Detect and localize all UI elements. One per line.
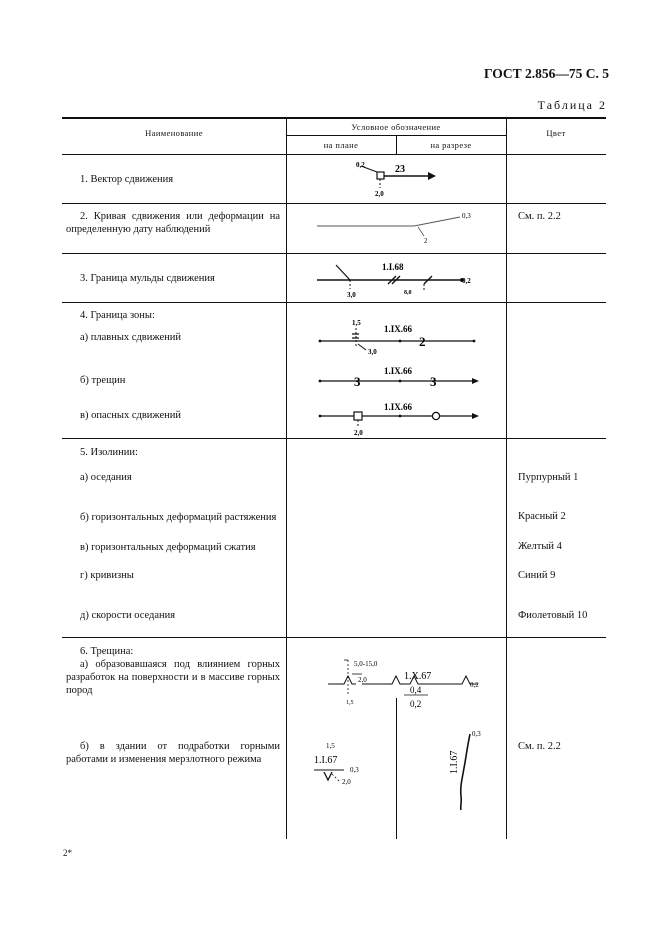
row-2-color: См. п. 2.2	[518, 211, 561, 222]
svg-text:1.IX.66: 1.IX.66	[384, 402, 413, 412]
row-4c-name: в) опасных сдвижений	[80, 410, 182, 421]
document-header: ГОСТ 2.856—75 С. 5	[483, 66, 609, 81]
svg-text:0,4: 0,4	[410, 685, 422, 695]
row-5c-color: Желтый 4	[518, 541, 562, 552]
table-caption: Таблица 2	[537, 98, 607, 112]
row-6-name: 6. Трещина:	[80, 646, 134, 657]
svg-text:2,0: 2,0	[342, 778, 351, 786]
svg-text:0,2: 0,2	[462, 277, 471, 285]
column-header-plan: на плане	[323, 140, 359, 150]
symbol-crack-surface	[322, 652, 492, 714]
row-5d-color: Синий 9	[518, 570, 556, 581]
svg-text:1,5: 1,5	[346, 700, 354, 706]
svg-text:1.I.67: 1.I.67	[449, 750, 460, 774]
column-header-color: Цвет	[546, 128, 566, 138]
column-header-name: Наименование	[145, 128, 203, 138]
symbol-building-crack-section	[440, 724, 490, 814]
svg-text:2,0: 2,0	[375, 190, 384, 198]
svg-text:3: 3	[354, 374, 361, 389]
row-5c-name: в) горизонтальных деформаций сжатия	[80, 542, 256, 553]
svg-text:1.X.67: 1.X.67	[404, 671, 432, 682]
row-6a-name: а) образовавшаяся под влиянием горных разработок на поверхности и в массиве горных пород	[66, 659, 280, 696]
symbol-dangerous-movement-boundary	[312, 397, 482, 437]
symbol-movement-vector	[350, 158, 440, 198]
symbol-crack-zone-boundary	[312, 362, 482, 390]
svg-text:2,0: 2,0	[358, 676, 367, 684]
row-5e-name: д) скорости оседания	[80, 610, 176, 621]
row-5b-name: б) горизонтальных деформаций растяжения	[80, 512, 277, 523]
svg-text:2: 2	[419, 334, 426, 349]
row-2-name: 2. Кривая сдвижения или деформации на определенную дату наблюдений	[66, 211, 280, 235]
svg-text:0,3: 0,3	[350, 766, 359, 774]
svg-text:5,0-15,0: 5,0-15,0	[354, 660, 378, 668]
svg-text:2,0: 2,0	[354, 429, 363, 437]
svg-text:0,3: 0,3	[472, 730, 481, 738]
row-4-name: 4. Граница зоны:	[80, 310, 155, 321]
row-4a-name: а) плавных сдвижений	[80, 332, 182, 343]
symbol-trough-boundary	[312, 256, 482, 300]
row-3-name: 3. Граница мульды сдвижения	[80, 273, 215, 284]
svg-text:1.IX.66: 1.IX.66	[384, 366, 413, 376]
svg-text:3,0: 3,0	[347, 291, 356, 299]
svg-text:0,2: 0,2	[356, 161, 365, 169]
row-1-name: 1. Вектор сдвижения	[80, 174, 174, 185]
symbol-deformation-curve	[312, 210, 482, 246]
svg-text:1,5: 1,5	[326, 742, 335, 750]
row-5a-color: Пурпурный 1	[518, 472, 579, 483]
symbol-building-crack-plan	[310, 734, 390, 790]
row-6b-color: См. п. 2.2	[518, 741, 561, 752]
row-5d-name: г) кривизны	[80, 570, 134, 581]
svg-text:0,3: 0,3	[462, 212, 471, 220]
row-5b-color: Красный 2	[518, 511, 566, 522]
row-5e-color: Фиолетовый 10	[518, 610, 588, 621]
column-header-designation: Условное обозначение	[351, 122, 441, 132]
svg-text:3: 3	[430, 374, 437, 389]
svg-text:2: 2	[424, 237, 428, 245]
symbol-smooth-movement-boundary	[312, 314, 482, 358]
svg-text:1.IX.66: 1.IX.66	[384, 324, 413, 334]
svg-text:1.I.67: 1.I.67	[314, 755, 338, 766]
svg-text:1,5: 1,5	[352, 319, 361, 327]
svg-text:0,2: 0,2	[410, 699, 422, 709]
svg-text:23: 23	[395, 164, 405, 175]
row-5-name: 5. Изолинии:	[80, 447, 138, 458]
row-4b-name: б) трещин	[80, 375, 126, 386]
column-header-section: на разрезе	[430, 140, 472, 150]
svg-text:8,0: 8,0	[404, 290, 412, 296]
svg-text:3,0: 3,0	[368, 348, 377, 356]
svg-text:1.I.68: 1.I.68	[382, 262, 404, 272]
row-5a-name: а) оседания	[80, 472, 132, 483]
page-number: 2*	[63, 848, 72, 858]
svg-text:0,2: 0,2	[470, 681, 479, 689]
row-6b-name: б) в здании от подработки горными работами и изменения мерзлотного режима	[66, 741, 280, 765]
